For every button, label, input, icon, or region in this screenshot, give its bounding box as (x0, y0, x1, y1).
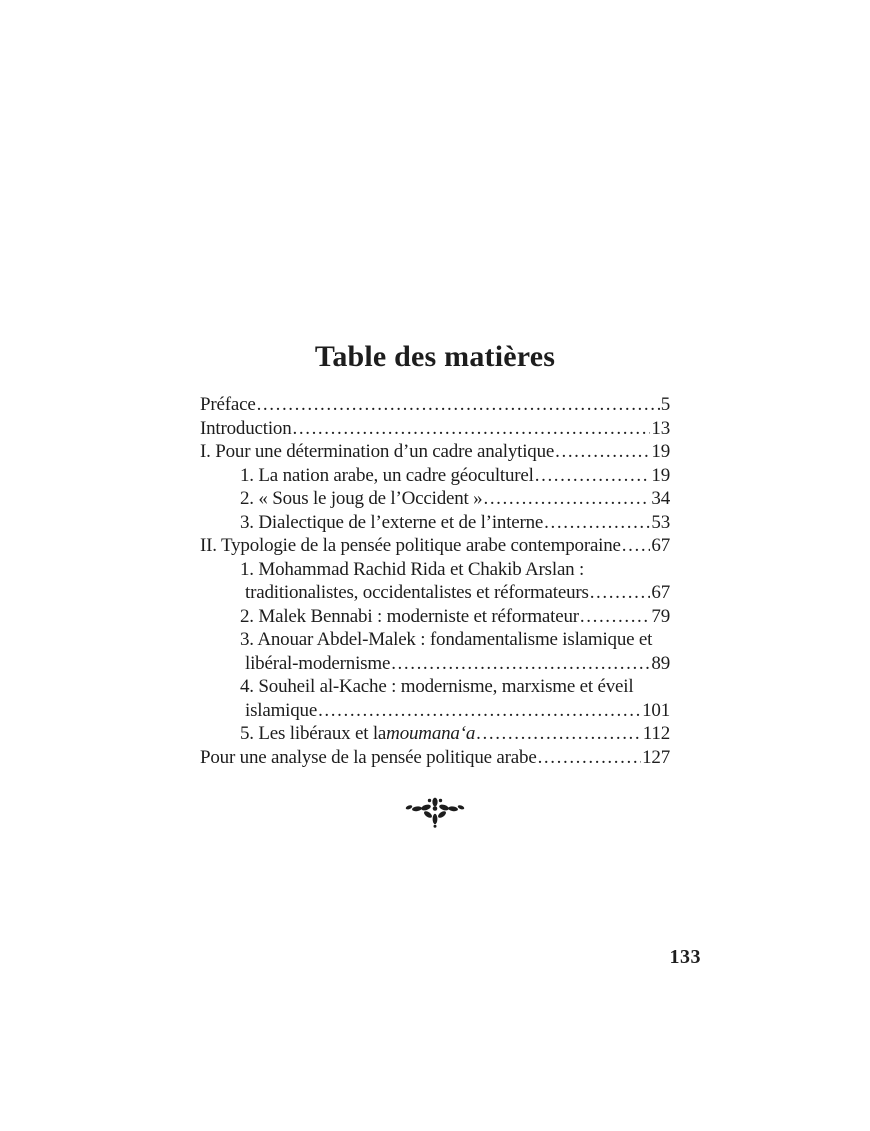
toc-entry-text: Pour une analyse de la pensée politique arabe (200, 746, 537, 768)
toc-entry-italic-text: moumanaʻa (386, 723, 476, 744)
toc-entry-continuation (200, 699, 670, 723)
dot-leader (391, 652, 650, 676)
toc-page-number: 19 (651, 464, 670, 486)
toc-entry-continuation (200, 581, 670, 605)
toc-entry-text: Préface (200, 394, 256, 415)
dot-leader (538, 746, 642, 770)
toc-entry (200, 487, 670, 511)
toc-entry (200, 534, 670, 558)
dot-leader (293, 417, 651, 441)
toc-entry (200, 605, 670, 629)
toc-entry-text: 2. Malek Bennabi : moderniste et réformateur (240, 605, 579, 627)
toc-page-number: 67 (651, 582, 670, 603)
toc-page-number: 101 (642, 699, 670, 721)
dot-leader (476, 722, 642, 746)
toc-entry (200, 558, 670, 582)
toc-entry (200, 746, 670, 770)
dot-leader (580, 605, 651, 629)
toc-entry (200, 722, 670, 746)
dot-leader (535, 464, 651, 488)
dot-leader (590, 581, 651, 605)
folio-page-number: 133 (669, 946, 701, 968)
toc-entry-text: 5. Les libéraux et la (240, 723, 387, 744)
dot-leader (257, 393, 660, 417)
toc-entry-text: traditionalistes, occidentalistes et réformateurs (245, 582, 589, 603)
toc-entry-text: Introduction (200, 417, 292, 439)
toc-page-number: 19 (651, 441, 670, 462)
toc-page-number: 89 (651, 652, 670, 674)
toc-entry (200, 440, 670, 464)
dot-leader (318, 699, 641, 723)
toc-entry-text: 3. Anouar Abdel-Malek : fondamentalisme islamique et (240, 629, 653, 650)
toc-entry (200, 393, 670, 417)
toc-page-number: 112 (642, 723, 670, 744)
page-title: Table des matières (314, 340, 556, 374)
toc-page-number: 13 (651, 417, 670, 439)
toc-entry (200, 511, 670, 535)
toc-entry (200, 464, 670, 488)
dot-leader (544, 511, 650, 535)
toc-entry (200, 417, 670, 441)
toc-page-number: 67 (651, 535, 670, 556)
dot-leader (555, 440, 650, 464)
toc-entry (200, 675, 670, 699)
toc-entry-text: islamique (245, 699, 318, 721)
toc-page-number: 79 (651, 605, 670, 627)
toc-page-number: 53 (651, 511, 670, 533)
toc-entry-text: I. Pour une détermination d’un cadre analytique (200, 441, 555, 462)
toc-entry (200, 628, 670, 652)
toc-entry-text: 2. « Sous le joug de l’Occident » (240, 488, 483, 509)
toc-page-number: 5 (660, 394, 670, 415)
toc-entry-continuation (200, 652, 670, 676)
toc-entry-text: 1. Mohammad Rachid Rida et Chakib Arslan : (240, 558, 585, 580)
toc-entry-text: libéral-modernisme (245, 652, 391, 674)
toc-entry-text: 4. Souheil al-Kache : modernisme, marxisme et éveil (240, 676, 634, 697)
toc-entry-text: 3. Dialectique de l’externe et de l’interne (240, 511, 544, 533)
fleuron-ornament-icon (405, 795, 465, 829)
dot-leader (622, 534, 651, 558)
table-of-contents (200, 393, 670, 769)
dot-leader (483, 487, 650, 511)
toc-page-number: 34 (651, 488, 670, 509)
toc-page-number: 127 (642, 746, 670, 768)
toc-entry-text: 1. La nation arabe, un cadre géoculturel (240, 464, 534, 486)
toc-entry-text: II. Typologie de la pensée politique arabe contemporaine (200, 535, 621, 556)
